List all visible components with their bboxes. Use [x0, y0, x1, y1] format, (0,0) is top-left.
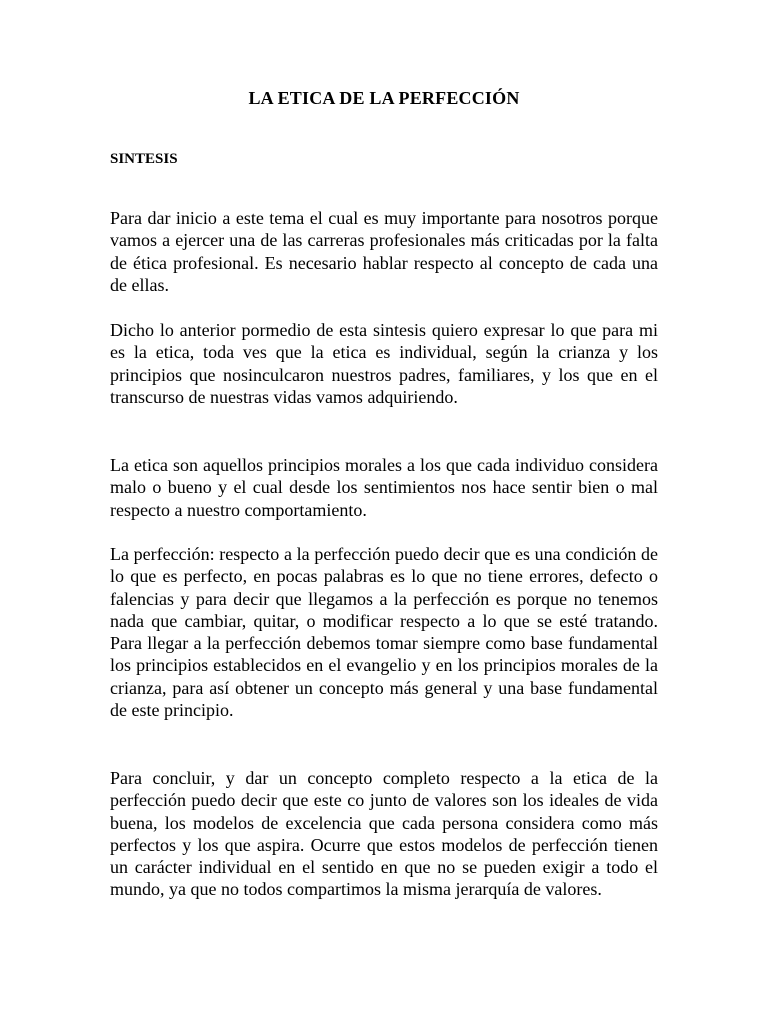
paragraph-perfection: La perfección: respecto a la perfección puedo decir que es una condición de lo que es perfecto, en pocas palabras es lo que no tiene errores, defecto o falencias y para decir que llegamos a la perfección es porque no tenemos nada que cambiar, quitar, o modificar respecto a lo que se esté tratando. Para llegar a la perfección debemos tomar siempre como base fundamental los principios establecidos en el evangelio y en los principios morales de la crianza, para así obtener un concepto más general y una base fundamental de este principio. — [110, 544, 658, 721]
section-heading: SINTESIS — [110, 151, 178, 167]
document-title: LA ETICA DE LA PERFECCIÓN — [248, 88, 520, 108]
paragraph-introduction: Para dar inicio a este tema el cual es muy importante para nosotros porque vamos a ejercer una de las carreras profesionales más criticadas por la falta de ética profesional. Es necesario hablar respecto al concepto de cada una de ellas. — [110, 208, 658, 295]
paragraph-ethics-personal: Dicho lo anterior pormedio de esta sintesis quiero expresar lo que para mi es la etica, toda ves que la etica es individual, según la crianza y los principios que nosinculcaron nuestros padres, familiares, y los que en el transcurso de nuestras vidas vamos adquiriendo. — [110, 320, 658, 407]
paragraph-conclusion: Para concluir, y dar un concepto completo respecto a la etica de la perfección puedo decir que este co junto de valores son los ideales de vida buena, los modelos de excelencia que cada persona considera como más perfectos y los que aspira. Ocurre que estos modelos de perfección tienen un carácter individual en el sentido en que no se pueden exigir a todo el mundo, ya que no todos compartimos la misma jerarquía de valores. — [110, 768, 658, 900]
paragraph-ethics-definition: La etica son aquellos principios morales a los que cada individuo considera malo o bueno y el cual desde los sentimientos nos hace sentir bien o mal respecto a nuestro comportamiento. — [110, 455, 658, 520]
